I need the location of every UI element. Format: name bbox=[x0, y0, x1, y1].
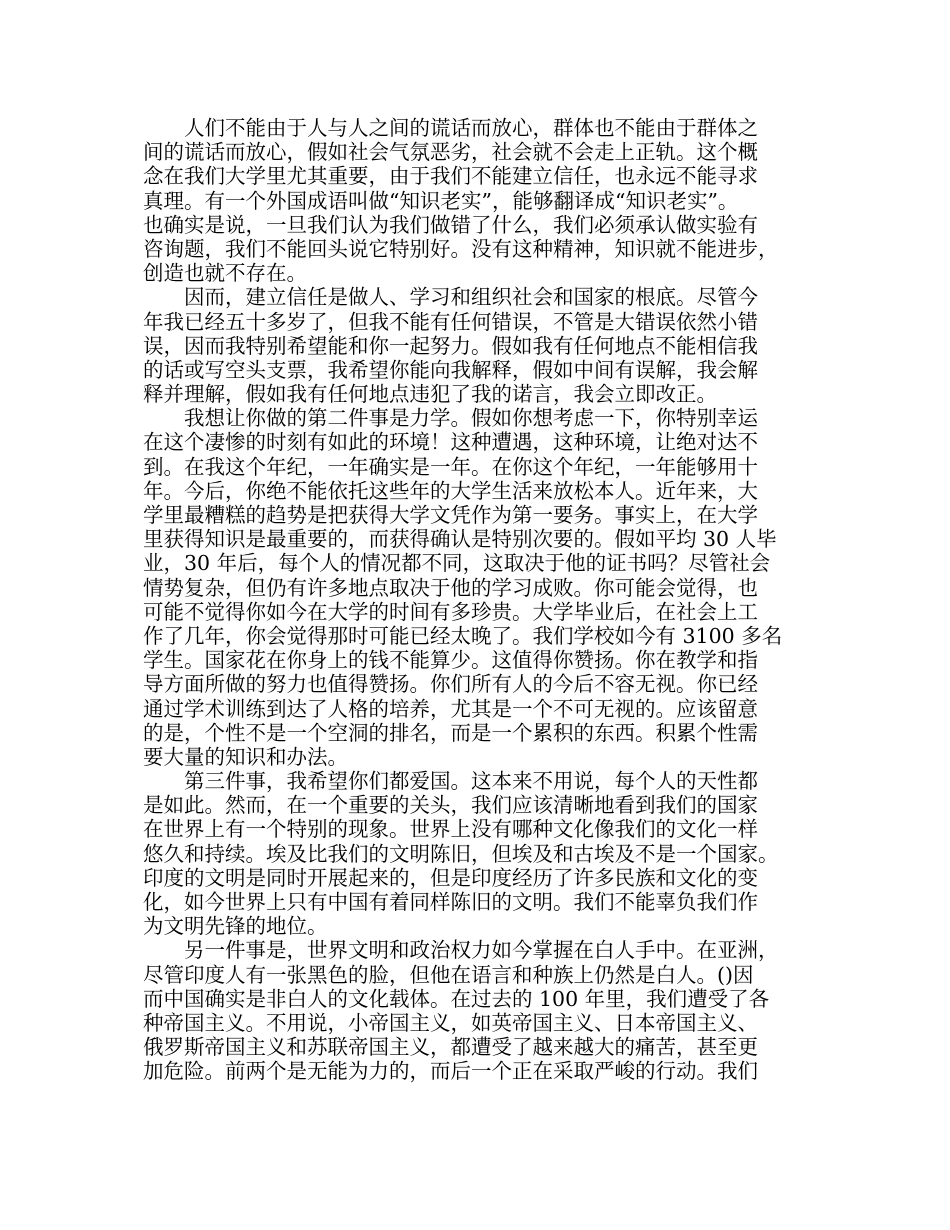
paragraph bbox=[143, 406, 807, 769]
document-body bbox=[143, 116, 807, 1084]
text-line: 俄罗斯帝国主义和苏联帝国主义，都遭受了越来越大的痛苦，甚至更 bbox=[143, 1035, 758, 1060]
text-line: 印度的文明是同时开展起来的，但是印度经历了许多民族和文化的变 bbox=[143, 865, 758, 890]
text-line: 念在我们大学里尤其重要，由于我们不能建立信任，也永远不能寻求 bbox=[143, 164, 758, 189]
text-line: 学生。国家花在你身上的钱不能算少。这值得你赞扬。你在教学和指 bbox=[143, 648, 758, 673]
paragraph bbox=[143, 116, 807, 285]
text-line: 年我已经五十多岁了，但我不能有任何错误，不管是大错误依然小错 bbox=[143, 309, 758, 334]
text-line: 可能不觉得你如今在大学的时间有多珍贵。大学毕业后，在社会上工 bbox=[143, 599, 758, 624]
text-line: 另一件事是，世界文明和政治权力如今掌握在白人手中。在亚洲， bbox=[184, 938, 779, 963]
text-line: 通过学术训练到达了人格的培养，尤其是一个不可无视的。应该留意 bbox=[143, 696, 758, 721]
text-line: 到。在我这个年纪，一年确实是一年。在你这个年纪，一年能够用十 bbox=[143, 454, 758, 479]
paragraph bbox=[143, 938, 807, 1083]
text-line: 是如此。然而，在一个重要的关头，我们应该清晰地看到我们的国家 bbox=[143, 793, 758, 818]
text-line: 作了几年，你会觉得那时可能已经太晚了。我们学校如今有 3100 多名 bbox=[143, 623, 783, 648]
text-line: 导方面所做的努力也值得赞扬。你们所有人的今后不容无视。你已经 bbox=[143, 672, 758, 697]
text-line: 释并理解，假如我有任何地点违犯了我的诺言，我会立即改正。 bbox=[143, 382, 717, 407]
text-line: 化，如今世界上只有中国有着同样陈旧的文明。我们不能辜负我们作 bbox=[143, 890, 758, 914]
text-line: 间的谎话而放心，假如社会气氛恶劣，社会就不会走上正轨。这个概 bbox=[143, 140, 758, 165]
text-line: 业，30 年后，每个人的情况都不同，这取决于他的证书吗？尽管社会 bbox=[143, 551, 771, 576]
text-line: 在世界上有一个特别的现象。世界上没有哪种文化像我们的文化一样 bbox=[143, 817, 758, 842]
text-line: 悠久和持续。埃及比我们的文明陈旧，但埃及和古埃及不是一个国家。 bbox=[143, 841, 779, 866]
text-line: 尽管印度人有一张黑色的脸，但他在语言和种族上仍然是白人。()因 bbox=[143, 962, 754, 987]
text-line: 第三件事，我希望你们都爱国。这本来不用说，每个人的天性都 bbox=[184, 769, 758, 794]
text-line: 学里最糟糕的趋势是把获得大学文凭作为第一要务。事实上，在大学 bbox=[143, 503, 758, 527]
text-line: 里获得知识是最重要的，而获得确认是特别次要的。假如平均 30 人毕 bbox=[143, 527, 777, 552]
text-line: 为文明先锋的地位。 bbox=[143, 914, 328, 939]
text-line: 情势复杂，但仍有许多地点取决于他的学习成败。你可能会觉得，也 bbox=[143, 575, 758, 600]
text-line: 在这个凄惨的时刻有如此的环境！这种遭遇，这种环境，让绝对达不 bbox=[143, 430, 758, 455]
text-line: 年。今后，你绝不能依托这些年的大学生活来放松本人。近年来，大 bbox=[143, 478, 758, 503]
text-line: 也确实是说，一旦我们认为我们做错了什么，我们必须承认做实验有 bbox=[143, 212, 758, 237]
text-line: 加危险。前两个是无能为力的，而后一个正在采取严峻的行动。我们 bbox=[143, 1059, 758, 1084]
text-line: 的是，个性不是一个空洞的排名，而是一个累积的东西。积累个性需 bbox=[143, 720, 758, 745]
paragraph bbox=[143, 769, 807, 938]
paragraph bbox=[143, 285, 807, 406]
text-line: 咨询题，我们不能回头说它特别好。没有这种精神，知识就不能进步， bbox=[143, 236, 779, 261]
text-line: 真理。有一个外国成语叫做“知识老实”，能够翻译成“知识老实”。 bbox=[143, 188, 739, 213]
text-line: 因而，建立信任是做人、学习和组织社会和国家的根底。尽管今 bbox=[184, 285, 758, 310]
text-line: 我想让你做的第二件事是力学。假如你想考虑一下，你特别幸运 bbox=[184, 406, 758, 431]
text-line: 要大量的知识和办法。 bbox=[143, 744, 348, 769]
text-line: 种帝国主义。不用说，小帝国主义，如英帝国主义、日本帝国主义、 bbox=[143, 1010, 758, 1035]
text-line: 创造也就不存在。 bbox=[143, 261, 307, 286]
text-line: 人们不能由于人与人之间的谎话而放心，群体也不能由于群体之 bbox=[184, 116, 758, 140]
text-line: 误，因而我特别希望能和你一起努力。假如我有任何地点不能相信我 bbox=[143, 333, 758, 358]
text-line: 而中国确实是非白人的文化载体。在过去的 100 年里，我们遭受了各 bbox=[143, 986, 770, 1011]
text-line: 的话或写空头支票，我希望你能向我解释，假如中间有误解，我会解 bbox=[143, 357, 758, 382]
